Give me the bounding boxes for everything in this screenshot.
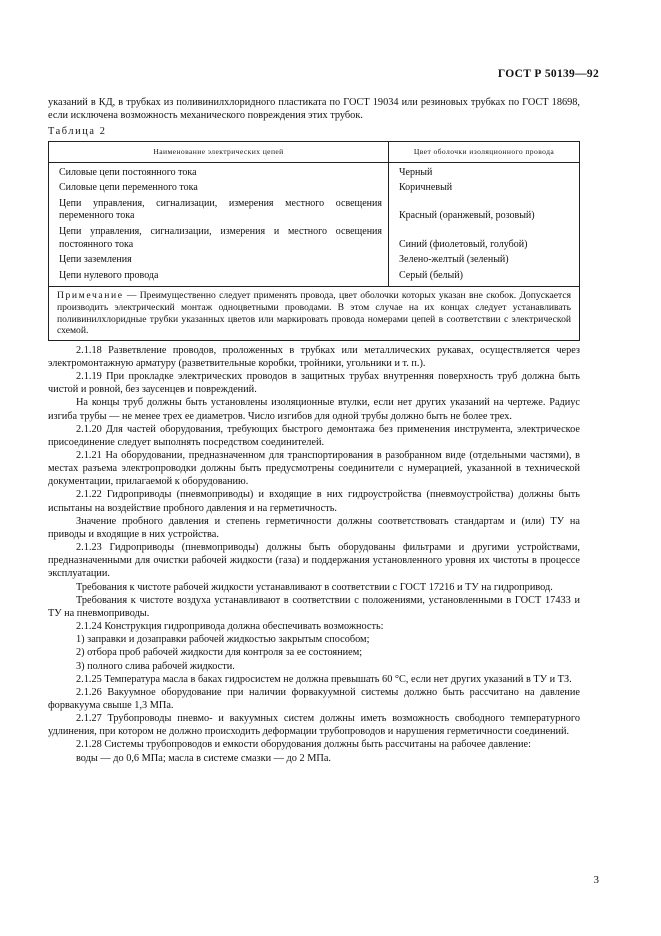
document-body: [48, 96, 580, 765]
clause-2-1-27: 2.1.27 Трубопроводы пневмо- и вакуумных систем должны иметь возможность свободного температурного удлинения, при котором не должно происходить деформации трубопроводов и нарушения герметичности соединений.: [48, 713, 580, 738]
table-note-row: [49, 287, 580, 340]
intro-paragraph: указаний в КД, в трубках из поливинилхлоридного пластиката по ГОСТ 19034 или резиновых трубках по ГОСТ 18698, если исключена возможность механического повреждения этих трубок.: [48, 97, 580, 122]
table-row: [49, 253, 580, 269]
wire-color-table: [48, 141, 580, 340]
clause-2-1-24-item-1: 1) заправки и дозаправки рабочей жидкостью закрытым способом;: [76, 634, 370, 646]
circuit-cell: Силовые цепи переменного тока: [49, 181, 389, 197]
note-text: — Преимущественно следует применять провода, цвет оболочки которых указан вне скобок. Допускается производить электрический монтаж одноцветными проводами. В этом случае на их концах следует устанавливать поливинилхлоридные трубки указанных цветов или маркировать провода номерами цепей в соответствии с электрической схемой.: [57, 290, 571, 337]
color-cell: Коричневый: [399, 182, 453, 194]
clause-2-1-22: 2.1.22 Гидроприводы (пневмоприводы) и входящие в них гидроустройства (пневмоустройства) должны быть испытаны на воздействие пробного давления и на герметичность.: [48, 489, 580, 514]
circuit-cell: Цепи управления, сигнализации, измерения и местного освещения постоянного тока: [49, 225, 389, 253]
note-label: Примечание: [57, 290, 124, 302]
color-cell: Серый (белый): [399, 269, 463, 281]
color-cell: Синий (фиолетовый, голубой): [399, 238, 528, 250]
clause-2-1-20: 2.1.20 Для частей оборудования, требующих быстрого демонтажа без применения инструмента, электрическое присоединение следует выполнять посредством соединителей.: [48, 423, 580, 448]
table-row: [49, 269, 580, 287]
clause-2-1-22-continued: Значение пробного давления и степень герметичности должны соответствовать стандартам и (или) ТУ на приводы и входящие в них устройства.: [48, 515, 580, 540]
circuit-cell: Силовые цепи постоянного тока: [49, 162, 389, 181]
clause-2-1-25: 2.1.25 Температура масла в баках гидросистем не должна превышать 60 °С, если нет других указаний в ТУ и ТЗ.: [76, 673, 572, 685]
circuit-cell: Цепи заземления: [49, 253, 389, 269]
table-note: [49, 287, 580, 340]
page-number: 3: [593, 874, 599, 886]
color-cell: Красный (оранжевый, розовый): [399, 210, 535, 222]
clause-2-1-19: 2.1.19 При прокладке электрических проводов в защитных трубах внутренняя поверхность труб должна быть чистой и ровной, без заусенцев и повреждений.: [48, 371, 580, 396]
table-header-circuit: Наименование электрических цепей: [49, 142, 389, 162]
color-cell: Черный: [399, 166, 433, 178]
table-caption: Таблица 2: [48, 126, 107, 138]
clause-2-1-18: 2.1.18 Разветвление проводов, проложенных в трубках или металлических рукавах, осуществляется через электромонтажную арматуру (разветвительные коробки, тройники, угольники и т. п.).: [48, 344, 580, 369]
color-cell: Зелено-желтый (зеленый): [399, 254, 509, 266]
table-row: [49, 181, 580, 197]
clause-2-1-23-continued: Требования к чистоте рабочей жидкости устанавливают в соответствии с ГОСТ 17216 и ТУ на гидропривод.: [76, 581, 553, 593]
clause-2-1-24-item-2: 2) отбора проб рабочей жидкости для контроля за ее состоянием;: [76, 647, 363, 659]
clause-2-1-28-values: воды — до 0,6 МПа; масла в системе смазки — до 2 МПа.: [76, 752, 331, 764]
table-row: [49, 225, 580, 253]
clause-2-1-24: 2.1.24 Конструкция гидропривода должна обеспечивать возможность:: [76, 621, 384, 633]
clause-2-1-19-continued: На концы труб должны быть установлены изоляционные втулки, если нет других указаний на чертеже. Радиус изгиба трубы — не менее трех ее диаметров. Число изгибов для одной трубы должно быть не более трех.: [48, 397, 580, 422]
table-header-row: [49, 142, 580, 162]
clause-2-1-28: 2.1.28 Системы трубопроводов и емкости оборудования должны быть рассчитаны на рабочее давление:: [76, 739, 531, 751]
circuit-cell: Цепи нулевого провода: [49, 269, 389, 287]
clause-2-1-24-item-3: 3) полного слива рабочей жидкости.: [76, 660, 235, 672]
table-header-color: Цвет оболочки изоляционного провода: [389, 142, 580, 162]
clause-2-1-21: 2.1.21 На оборудовании, предназначенном для транспортирования в разобранном виде (отдельными частями), в местах разъема электропроводки должны быть предусмотрены соединители с нумерацией, указанной в технической документации, прилагаемой к оборудованию.: [48, 450, 580, 488]
table-row: [49, 197, 580, 225]
standard-code-header: ГОСТ Р 50139—92: [497, 68, 599, 80]
clause-2-1-26: 2.1.26 Вакуумное оборудование при наличии форвакуумной системы должно быть рассчитано на давление форвакуума свыше 1,3 МПа.: [48, 686, 580, 711]
circuit-cell: Цепи управления, сигнализации, измерения местного освещения переменного тока: [49, 197, 389, 225]
clause-2-1-23: 2.1.23 Гидроприводы (пневмоприводы) должны быть оборудованы фильтрами и другими устройствами, предназначенными для очистки рабочей жидкости (газа) и поддержания установленного уровня их чистоты в процессе эксплуатации.: [48, 542, 580, 580]
clause-2-1-23-air: Требования к чистоте воздуха устанавливают в соответствии с положениями, установленными в ГОСТ 17433 и ТУ на пневмоприводы.: [48, 594, 580, 619]
table-row: [49, 162, 580, 181]
